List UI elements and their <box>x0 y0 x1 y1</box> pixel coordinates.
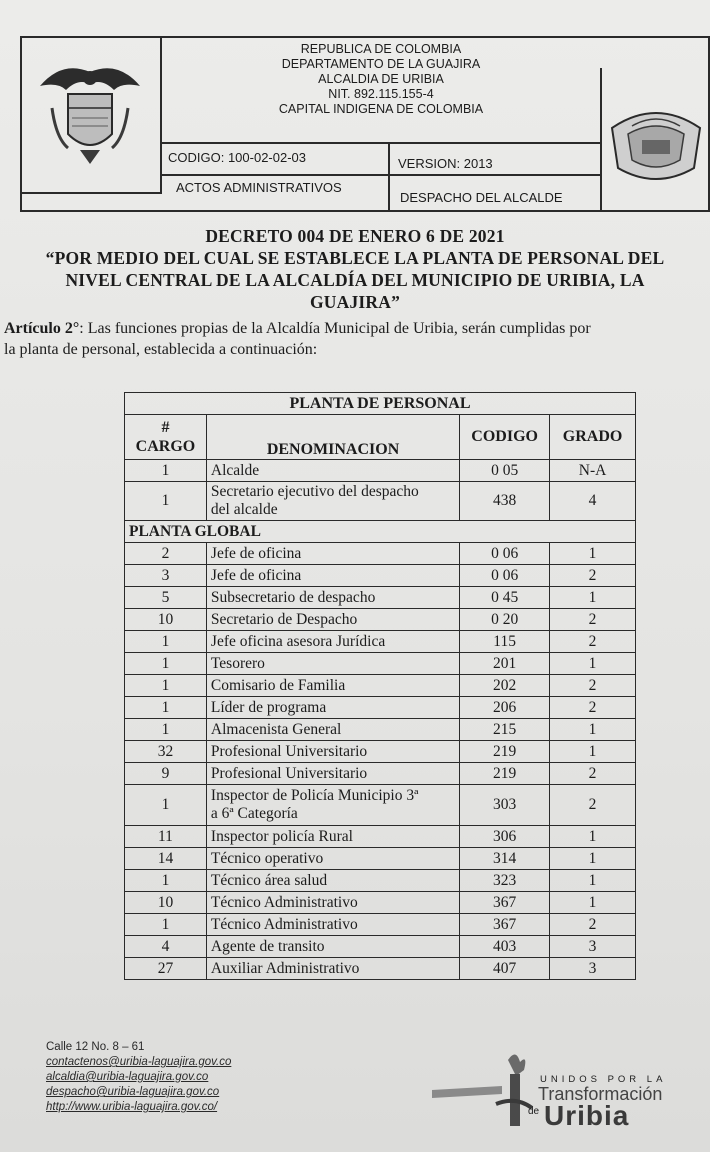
decree-title-line: GUAJIRA” <box>309 292 401 312</box>
cell-codigo: 403 <box>460 936 550 958</box>
cell-denominacion: Técnico operativo <box>206 848 459 870</box>
table-row <box>125 482 636 521</box>
cell-codigo: 206 <box>460 697 550 719</box>
table-row <box>125 826 636 848</box>
cell-cargo: 3 <box>125 565 207 587</box>
header-line: ALCALDIA DE URIBIA <box>318 72 444 86</box>
cell-grado: 1 <box>550 826 636 848</box>
table-row <box>125 914 636 936</box>
cell-grado: 2 <box>550 914 636 936</box>
cell-cargo: 1 <box>125 785 207 826</box>
cell-codigo: 438 <box>460 482 550 521</box>
cell-denominacion-line: Secretario ejecutivo del despacho <box>210 483 419 500</box>
table-row <box>125 543 636 565</box>
table-row <box>125 609 636 631</box>
cell-codigo: 215 <box>460 719 550 741</box>
document-header <box>20 36 710 212</box>
table-row <box>125 848 636 870</box>
cell-grado: 1 <box>550 719 636 741</box>
cell-denominacion: Jefe de oficina <box>206 543 459 565</box>
cell-denominacion: Agente de transito <box>206 936 459 958</box>
cell-codigo: 115 <box>460 631 550 653</box>
cell-cargo: 1 <box>125 719 207 741</box>
cell-grado: N-A <box>550 460 636 482</box>
cell-grado: 1 <box>550 653 636 675</box>
cell-cargo: 11 <box>125 826 207 848</box>
cell-denominacion: Técnico área salud <box>206 870 459 892</box>
header-title-block <box>162 42 600 142</box>
cell-codigo: 201 <box>460 653 550 675</box>
header-codigo: CODIGO: 100-02-02-03 <box>168 150 307 165</box>
cell-codigo: 0 20 <box>460 609 550 631</box>
table-row <box>125 892 636 914</box>
header-divider <box>388 142 390 212</box>
footer-address: Calle 12 No. 8 – 61 <box>46 1041 145 1053</box>
col-denominacion-header: DENOMINACION <box>206 415 459 460</box>
footer-email-link[interactable]: contactenos@uribia-laguajira.gov.co <box>46 1056 232 1068</box>
cell-codigo: 306 <box>460 826 550 848</box>
header-divider <box>162 142 600 144</box>
header-actos: ACTOS ADMINISTRATIVOS <box>176 180 342 195</box>
decree-number: DECRETO 004 DE ENERO 6 DE 2021 <box>205 226 505 246</box>
article-text: la planta de personal, establecida a continuación: <box>4 341 318 358</box>
table-row <box>125 936 636 958</box>
cell-cargo: 1 <box>125 675 207 697</box>
table-row <box>125 653 636 675</box>
decree-title-line: “POR MEDIO DEL CUAL SE ESTABLECE LA PLANTA DE PERSONAL DEL <box>45 248 665 268</box>
cell-cargo: 2 <box>125 543 207 565</box>
cell-grado: 2 <box>550 697 636 719</box>
decree-title-line: NIVEL CENTRAL DE LA ALCALDÍA DEL MUNICIPIO DE URIBIA, LA <box>65 270 645 290</box>
article-paragraph <box>4 318 708 360</box>
colombia-coat-of-arms <box>22 38 162 192</box>
cell-grado: 1 <box>550 848 636 870</box>
table-row <box>125 587 636 609</box>
table-row <box>125 741 636 763</box>
slogan-de: de <box>528 1106 540 1117</box>
cell-cargo: 14 <box>125 848 207 870</box>
cell-denominacion: Profesional Universitario <box>206 763 459 785</box>
cell-codigo: 407 <box>460 958 550 980</box>
cell-grado: 3 <box>550 936 636 958</box>
table-row <box>125 785 636 826</box>
cell-cargo: 5 <box>125 587 207 609</box>
cell-grado: 2 <box>550 565 636 587</box>
cell-denominacion: Comisario de Familia <box>206 675 459 697</box>
slogan-line2: Transformación <box>538 1084 663 1104</box>
table-row <box>125 565 636 587</box>
cell-codigo: 202 <box>460 675 550 697</box>
cell-denominacion-line: a 6ª Categoría <box>210 805 298 822</box>
cell-cargo: 1 <box>125 870 207 892</box>
cell-codigo: 323 <box>460 870 550 892</box>
header-line: CAPITAL INDIGENA DE COLOMBIA <box>278 102 484 116</box>
cell-denominacion: Auxiliar Administrativo <box>206 958 459 980</box>
cell-denominacion: Alcalde <box>206 460 459 482</box>
staff-table <box>124 392 636 980</box>
cell-cargo: 10 <box>125 892 207 914</box>
footer-email-link[interactable]: despacho@uribia-laguajira.gov.co <box>46 1086 220 1098</box>
cell-denominacion: Técnico Administrativo <box>206 914 459 936</box>
table-row <box>125 631 636 653</box>
cell-cargo: 1 <box>125 653 207 675</box>
table-row <box>125 697 636 719</box>
cell-denominacion <box>206 785 459 826</box>
header-line: DEPARTAMENTO DE LA GUAJIRA <box>281 57 481 71</box>
cell-grado: 1 <box>550 870 636 892</box>
cell-grado: 1 <box>550 543 636 565</box>
cell-grado: 1 <box>550 892 636 914</box>
cell-grado: 2 <box>550 609 636 631</box>
cell-codigo: 0 45 <box>460 587 550 609</box>
cell-cargo: 32 <box>125 741 207 763</box>
table-row <box>125 870 636 892</box>
cell-denominacion <box>206 482 459 521</box>
cell-denominacion: Inspector policía Rural <box>206 826 459 848</box>
cell-codigo: 0 06 <box>460 543 550 565</box>
footer-email-link[interactable]: alcaldia@uribia-laguajira.gov.co <box>46 1071 209 1083</box>
cell-cargo: 1 <box>125 631 207 653</box>
cell-denominacion: Almacenista General <box>206 719 459 741</box>
table-title-row <box>125 393 636 415</box>
cell-codigo: 0 05 <box>460 460 550 482</box>
col-grado-header: GRADO <box>550 415 636 460</box>
cell-codigo: 0 06 <box>460 565 550 587</box>
header-despacho: DESPACHO DEL ALCALDE <box>400 190 563 205</box>
cell-grado: 2 <box>550 631 636 653</box>
cell-cargo: 4 <box>125 936 207 958</box>
cell-denominacion: Subsecretario de despacho <box>206 587 459 609</box>
cell-codigo: 219 <box>460 741 550 763</box>
table-row <box>125 763 636 785</box>
cell-codigo: 367 <box>460 892 550 914</box>
header-divider <box>22 192 162 194</box>
cell-denominacion: Secretario de Despacho <box>206 609 459 631</box>
cell-codigo: 219 <box>460 763 550 785</box>
article-label: Artículo 2° <box>4 320 80 337</box>
cell-denominacion: Jefe de oficina <box>206 565 459 587</box>
cell-cargo: 27 <box>125 958 207 980</box>
article-text: : Las funciones propias de la Alcaldía Municipal de Uribia, serán cumplidas por <box>79 320 591 337</box>
col-codigo-header: CODIGO <box>460 415 550 460</box>
footer-contact <box>46 1040 231 1115</box>
header-divider <box>162 174 600 176</box>
footer-web-link[interactable]: http://www.uribia-laguajira.gov.co/ <box>46 1101 218 1113</box>
cell-denominacion: Tesorero <box>206 653 459 675</box>
cell-denominacion: Líder de programa <box>206 697 459 719</box>
table-row <box>125 719 636 741</box>
torch-icon <box>432 1046 542 1134</box>
cell-grado: 2 <box>550 785 636 826</box>
cell-cargo: 10 <box>125 609 207 631</box>
cell-denominacion: Técnico Administrativo <box>206 892 459 914</box>
cell-grado: 3 <box>550 958 636 980</box>
cell-cargo: 9 <box>125 763 207 785</box>
table-row <box>125 675 636 697</box>
uribia-seal <box>600 68 710 212</box>
cell-grado: 1 <box>550 741 636 763</box>
header-line: NIT. 892.115.155-4 <box>328 87 434 101</box>
table-row <box>125 460 636 482</box>
slogan-line3: Uribia <box>544 1100 630 1131</box>
cell-grado: 1 <box>550 587 636 609</box>
table-section-row <box>125 521 636 543</box>
cell-grado: 4 <box>550 482 636 521</box>
cell-grado: 2 <box>550 675 636 697</box>
header-version: VERSION: 2013 <box>398 156 493 171</box>
cell-denominacion-line: del alcalde <box>210 501 278 518</box>
col-cargo-bottom: CARGO <box>135 438 196 455</box>
cell-codigo: 303 <box>460 785 550 826</box>
uribia-slogan-logo <box>432 1046 692 1134</box>
cell-cargo: 1 <box>125 914 207 936</box>
table-row <box>125 958 636 980</box>
cell-cargo: 1 <box>125 697 207 719</box>
cell-codigo: 367 <box>460 914 550 936</box>
cell-cargo: 1 <box>125 482 207 521</box>
col-cargo-top: # <box>161 419 170 436</box>
cell-codigo: 314 <box>460 848 550 870</box>
table-header-row <box>125 415 636 460</box>
table-title: PLANTA DE PERSONAL <box>125 393 636 415</box>
planta-global-label: PLANTA GLOBAL <box>125 521 636 543</box>
cell-cargo: 1 <box>125 460 207 482</box>
cell-denominacion-line: Inspector de Policía Municipio 3ª <box>210 787 419 804</box>
cell-denominacion: Jefe oficina asesora Jurídica <box>206 631 459 653</box>
cell-grado: 2 <box>550 763 636 785</box>
col-cargo-header <box>125 415 207 460</box>
slogan-line1: UNIDOS POR LA <box>540 1074 667 1085</box>
header-line: REPUBLICA DE COLOMBIA <box>300 42 462 56</box>
cell-denominacion: Profesional Universitario <box>206 741 459 763</box>
